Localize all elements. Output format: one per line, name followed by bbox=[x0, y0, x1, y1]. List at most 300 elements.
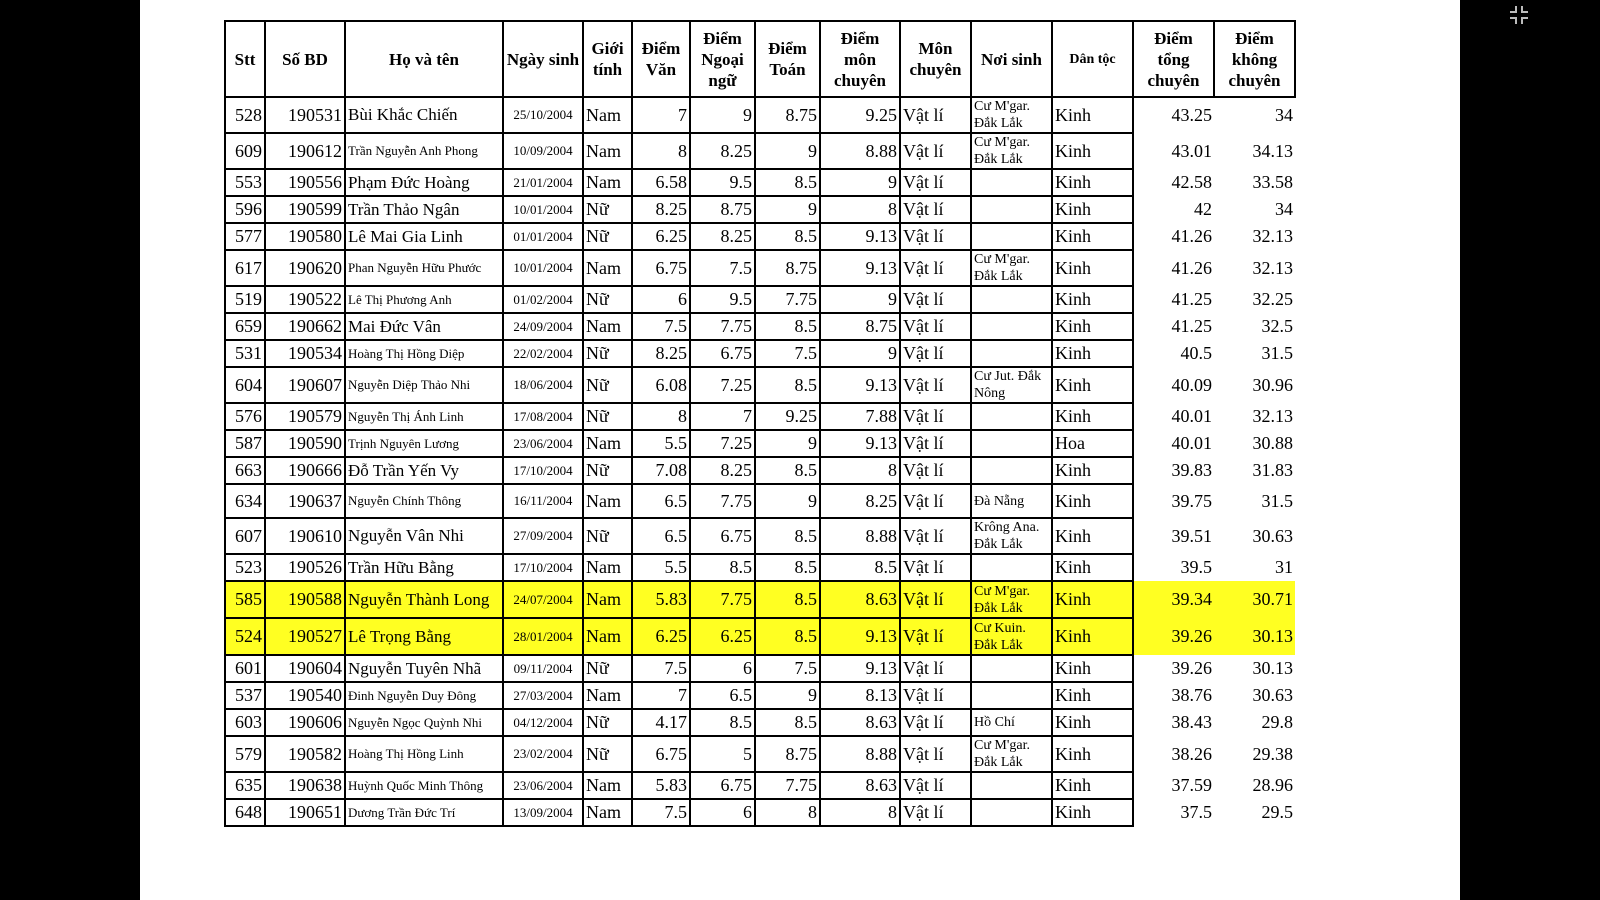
cell-sbd: 190580 bbox=[265, 223, 345, 250]
table-row bbox=[225, 484, 1295, 518]
table-row bbox=[225, 133, 1295, 169]
cell-dantoc: Kinh bbox=[1052, 655, 1133, 682]
cell-tongchuyen: 39.83 bbox=[1133, 457, 1214, 484]
cell-monchuyen-score: 8 bbox=[820, 196, 900, 223]
header-name: Họ và tên bbox=[345, 21, 503, 97]
cell-dantoc: Kinh bbox=[1052, 196, 1133, 223]
cell-khongchuyen: 32.13 bbox=[1252, 406, 1293, 426]
cell-name: Phan Nguyễn Hữu Phước bbox=[345, 250, 503, 286]
cell-noisinh: Cư M'gar. Đắk Lắk bbox=[971, 97, 1052, 133]
table-row bbox=[225, 430, 1295, 457]
cell-gender: Nữ bbox=[583, 736, 632, 772]
cell-monchuyen-score: 9.13 bbox=[820, 223, 900, 250]
cell-dob: 18/06/2004 bbox=[503, 367, 583, 403]
cell-noisinh: Đà Nẵng bbox=[971, 484, 1052, 518]
cell-stt: 635 bbox=[225, 772, 265, 799]
table-row bbox=[225, 581, 1295, 618]
cell-khongchuyen: 34 bbox=[1275, 105, 1293, 125]
cell-monchuyen-score: 9.13 bbox=[820, 250, 900, 286]
table-row bbox=[225, 799, 1295, 826]
cell-toan: 8.5 bbox=[755, 581, 820, 618]
cell-mon: Vật lí bbox=[900, 223, 971, 250]
table-row bbox=[225, 457, 1295, 484]
cell-mon: Vật lí bbox=[900, 554, 971, 581]
cell-noisinh bbox=[971, 403, 1052, 430]
cell-monchuyen-score: 8.63 bbox=[820, 581, 900, 618]
cell-khongchuyen: 30.13 bbox=[1214, 618, 1295, 655]
cell-dob: 01/02/2004 bbox=[503, 286, 583, 313]
cell-stt: 579 bbox=[225, 736, 265, 772]
cell-dantoc: Kinh bbox=[1052, 736, 1133, 772]
cell-toan: 7.5 bbox=[755, 655, 820, 682]
cell-dob: 23/02/2004 bbox=[503, 736, 583, 772]
cell-khongchuyen: 33.58 bbox=[1252, 172, 1293, 192]
cell-khongchuyen: 32.25 bbox=[1252, 289, 1293, 309]
cell-noisinh bbox=[971, 223, 1052, 250]
cell-van: 7.08 bbox=[632, 457, 690, 484]
cell-tongchuyen: 41.26 bbox=[1133, 223, 1214, 250]
cell-noisinh bbox=[971, 430, 1052, 457]
cell-sbd: 190526 bbox=[265, 554, 345, 581]
cell-khongchuyen: 30.63 bbox=[1252, 525, 1293, 546]
cell-tongchuyen: 40.09 bbox=[1133, 367, 1214, 403]
table-row bbox=[225, 169, 1295, 196]
cell-tongchuyen: 40.01 bbox=[1133, 403, 1214, 430]
cell-ngoaingu: 8.25 bbox=[690, 457, 755, 484]
cell-dob: 28/01/2004 bbox=[503, 618, 583, 655]
cell-dob: 04/12/2004 bbox=[503, 709, 583, 736]
header-dantoc: Dân tộc bbox=[1052, 21, 1133, 97]
cell-van: 7 bbox=[632, 97, 690, 133]
cell-sbd: 190651 bbox=[265, 799, 345, 826]
cell-mon: Vật lí bbox=[900, 403, 971, 430]
cell-sbd: 190612 bbox=[265, 133, 345, 169]
document-page bbox=[140, 0, 1460, 900]
cell-name: Dương Trần Đức Trí bbox=[345, 799, 503, 826]
table-row bbox=[225, 340, 1295, 367]
cell-toan: 8 bbox=[755, 799, 820, 826]
cell-gender: Nữ bbox=[583, 286, 632, 313]
cell-ngoaingu: 9 bbox=[690, 97, 755, 133]
cell-dob: 17/10/2004 bbox=[503, 554, 583, 581]
cell-sbd: 190522 bbox=[265, 286, 345, 313]
cell-sbd: 190604 bbox=[265, 655, 345, 682]
cell-monchuyen-score: 8.88 bbox=[820, 133, 900, 169]
cell-dantoc: Kinh bbox=[1052, 581, 1133, 618]
cell-toan: 8.5 bbox=[755, 367, 820, 403]
cell-sbd: 190582 bbox=[265, 736, 345, 772]
cell-tongchuyen: 38.43 bbox=[1133, 709, 1214, 736]
cell-name: Nguyễn Vân Nhi bbox=[345, 518, 503, 554]
cell-noisinh: Cư M'gar. Đắk Lắk bbox=[971, 736, 1052, 772]
cell-monchuyen-score: 9.13 bbox=[820, 430, 900, 457]
cell-tongchuyen: 42.58 bbox=[1133, 169, 1214, 196]
cell-name: Bùi Khắc Chiến bbox=[345, 97, 503, 133]
header-gender: Giới tính bbox=[583, 21, 632, 97]
cell-stt: 537 bbox=[225, 682, 265, 709]
cell-dantoc: Kinh bbox=[1052, 133, 1133, 169]
table-row bbox=[225, 196, 1295, 223]
cell-van: 5.83 bbox=[632, 581, 690, 618]
cell-name: Mai Đức Vân bbox=[345, 313, 503, 340]
header-dob: Ngày sinh bbox=[503, 21, 583, 97]
cell-toan: 8.5 bbox=[755, 518, 820, 554]
cell-stt: 609 bbox=[225, 133, 265, 169]
cell-sbd: 190599 bbox=[265, 196, 345, 223]
cell-stt: 523 bbox=[225, 554, 265, 581]
cell-ngoaingu: 6.5 bbox=[690, 682, 755, 709]
cell-monchuyen-score: 9 bbox=[820, 169, 900, 196]
cell-name: Nguyễn Diệp Thảo Nhi bbox=[345, 367, 503, 403]
collapse-fullscreen-icon[interactable] bbox=[1508, 4, 1530, 26]
cell-sbd: 190579 bbox=[265, 403, 345, 430]
cell-tongchuyen: 39.5 bbox=[1133, 554, 1214, 581]
cell-tongchuyen: 42 bbox=[1133, 196, 1214, 223]
cell-dob: 23/06/2004 bbox=[503, 430, 583, 457]
cell-mon: Vật lí bbox=[900, 430, 971, 457]
header-van: Điểm Văn bbox=[632, 21, 690, 97]
cell-noisinh bbox=[971, 313, 1052, 340]
cell-mon: Vật lí bbox=[900, 655, 971, 682]
cell-mon: Vật lí bbox=[900, 518, 971, 554]
cell-noisinh bbox=[971, 457, 1052, 484]
cell-name: Trần Thảo Ngân bbox=[345, 196, 503, 223]
cell-dob: 01/01/2004 bbox=[503, 223, 583, 250]
cell-tongchuyen: 40.01 bbox=[1133, 430, 1214, 457]
cell-khongchuyen: 30.63 bbox=[1252, 685, 1293, 705]
table-row bbox=[225, 313, 1295, 340]
cell-mon: Vật lí bbox=[900, 581, 971, 618]
cell-mon: Vật lí bbox=[900, 618, 971, 655]
cell-monchuyen-score: 7.88 bbox=[820, 403, 900, 430]
cell-dantoc: Kinh bbox=[1052, 457, 1133, 484]
cell-name: Nguyễn Thị Ánh Linh bbox=[345, 403, 503, 430]
cell-toan: 7.5 bbox=[755, 340, 820, 367]
cell-noisinh: Cư M'gar. Đắk Lắk bbox=[971, 250, 1052, 286]
cell-sbd: 190534 bbox=[265, 340, 345, 367]
cell-mon: Vật lí bbox=[900, 772, 971, 799]
cell-dob: 24/07/2004 bbox=[503, 581, 583, 618]
table-row bbox=[225, 772, 1295, 799]
cell-ngoaingu: 8.75 bbox=[690, 196, 755, 223]
cell-gender: Nữ bbox=[583, 340, 632, 367]
cell-van: 4.17 bbox=[632, 709, 690, 736]
cell-dantoc: Kinh bbox=[1052, 682, 1133, 709]
cell-mon: Vật lí bbox=[900, 196, 971, 223]
cell-sbd: 190662 bbox=[265, 313, 345, 340]
cell-gender: Nam bbox=[583, 618, 632, 655]
cell-ngoaingu: 7.25 bbox=[690, 367, 755, 403]
cell-dob: 24/09/2004 bbox=[503, 313, 583, 340]
cell-khongchuyen: 29.8 bbox=[1261, 712, 1293, 732]
table-row bbox=[225, 618, 1295, 655]
cell-van: 7.5 bbox=[632, 655, 690, 682]
cell-mon: Vật lí bbox=[900, 736, 971, 772]
cell-mon: Vật lí bbox=[900, 169, 971, 196]
collapse-fullscreen-icon-graphic bbox=[1508, 4, 1530, 26]
cell-khongchuyen: 29.38 bbox=[1252, 743, 1293, 764]
cell-gender: Nam bbox=[583, 682, 632, 709]
cell-stt: 617 bbox=[225, 250, 265, 286]
cell-monchuyen-score: 8.63 bbox=[820, 709, 900, 736]
table-row bbox=[225, 682, 1295, 709]
table-row bbox=[225, 286, 1295, 313]
cell-stt: 576 bbox=[225, 403, 265, 430]
cell-sbd: 190588 bbox=[265, 581, 345, 618]
cell-van: 8 bbox=[632, 403, 690, 430]
cell-tongchuyen: 38.26 bbox=[1133, 736, 1214, 772]
cell-sbd: 190531 bbox=[265, 97, 345, 133]
cell-khongchuyen: 30.71 bbox=[1214, 581, 1295, 618]
cell-dantoc: Kinh bbox=[1052, 286, 1133, 313]
cell-monchuyen-score: 8.88 bbox=[820, 736, 900, 772]
cell-van: 8.25 bbox=[632, 196, 690, 223]
cell-stt: 577 bbox=[225, 223, 265, 250]
header-khongchuyen: Điểm không chuyên bbox=[1214, 21, 1295, 97]
cell-mon: Vật lí bbox=[900, 97, 971, 133]
cell-toan: 8.5 bbox=[755, 223, 820, 250]
cell-noisinh: Cư M'gar. Đắk Lắk bbox=[971, 133, 1052, 169]
cell-khongchuyen: 28.96 bbox=[1252, 775, 1293, 795]
cell-monchuyen-score: 8.88 bbox=[820, 518, 900, 554]
cell-stt: 531 bbox=[225, 340, 265, 367]
cell-dob: 27/09/2004 bbox=[503, 518, 583, 554]
cell-stt: 603 bbox=[225, 709, 265, 736]
cell-tongchuyen: 39.51 bbox=[1133, 518, 1214, 554]
cell-tongchuyen: 41.25 bbox=[1133, 313, 1214, 340]
cell-ngoaingu: 8.25 bbox=[690, 133, 755, 169]
cell-tongchuyen: 39.75 bbox=[1133, 484, 1214, 518]
cell-ngoaingu: 6.25 bbox=[690, 618, 755, 655]
cell-noisinh: Krông Ana. Đắk Lắk bbox=[971, 518, 1052, 554]
cell-dantoc: Kinh bbox=[1052, 484, 1133, 518]
cell-toan: 7.75 bbox=[755, 772, 820, 799]
cell-dob: 10/01/2004 bbox=[503, 196, 583, 223]
cell-gender: Nam bbox=[583, 313, 632, 340]
cell-tongchuyen: 41.26 bbox=[1133, 250, 1214, 286]
cell-gender: Nữ bbox=[583, 403, 632, 430]
cell-ngoaingu: 6 bbox=[690, 799, 755, 826]
cell-toan: 8.5 bbox=[755, 618, 820, 655]
cell-van: 6.75 bbox=[632, 736, 690, 772]
cell-dantoc: Kinh bbox=[1052, 518, 1133, 554]
cell-mon: Vật lí bbox=[900, 709, 971, 736]
cell-khongchuyen: 31 bbox=[1275, 557, 1293, 577]
cell-name: Đỗ Trần Yến Vy bbox=[345, 457, 503, 484]
cell-monchuyen-score: 9.13 bbox=[820, 618, 900, 655]
cell-gender: Nam bbox=[583, 799, 632, 826]
cell-sbd: 190590 bbox=[265, 430, 345, 457]
cell-toan: 7.75 bbox=[755, 286, 820, 313]
cell-toan: 9.25 bbox=[755, 403, 820, 430]
cell-van: 8.25 bbox=[632, 340, 690, 367]
cell-toan: 8.75 bbox=[755, 250, 820, 286]
cell-toan: 8.5 bbox=[755, 554, 820, 581]
cell-mon: Vật lí bbox=[900, 250, 971, 286]
cell-van: 5.83 bbox=[632, 772, 690, 799]
cell-van: 7.5 bbox=[632, 313, 690, 340]
cell-khongchuyen: 31.5 bbox=[1261, 343, 1293, 363]
header-ngoaingu: Điểm Ngoại ngữ bbox=[690, 21, 755, 97]
cell-name: Trịnh Nguyên Lương bbox=[345, 430, 503, 457]
cell-monchuyen-score: 8 bbox=[820, 799, 900, 826]
cell-name: Nguyễn Thành Long bbox=[345, 581, 503, 618]
cell-khongchuyen: 31.5 bbox=[1261, 490, 1293, 511]
cell-toan: 9 bbox=[755, 682, 820, 709]
cell-khongchuyen: 31.83 bbox=[1252, 460, 1293, 480]
cell-sbd: 190527 bbox=[265, 618, 345, 655]
header-mon: Môn chuyên bbox=[900, 21, 971, 97]
cell-sbd: 190637 bbox=[265, 484, 345, 518]
cell-gender: Nam bbox=[583, 554, 632, 581]
header-tongchuyen: Điểm tổng chuyên bbox=[1133, 21, 1214, 97]
cell-name: Huỳnh Quốc Minh Thông bbox=[345, 772, 503, 799]
cell-stt: 585 bbox=[225, 581, 265, 618]
cell-noisinh bbox=[971, 340, 1052, 367]
cell-sbd: 190666 bbox=[265, 457, 345, 484]
cell-noisinh bbox=[971, 196, 1052, 223]
table-row bbox=[225, 736, 1295, 772]
cell-toan: 9 bbox=[755, 196, 820, 223]
cell-noisinh bbox=[971, 554, 1052, 581]
cell-noisinh bbox=[971, 772, 1052, 799]
cell-stt: 553 bbox=[225, 169, 265, 196]
cell-dantoc: Hoa bbox=[1052, 430, 1133, 457]
cell-ngoaingu: 8.25 bbox=[690, 223, 755, 250]
cell-stt: 648 bbox=[225, 799, 265, 826]
cell-dantoc: Kinh bbox=[1052, 367, 1133, 403]
cell-tongchuyen: 39.26 bbox=[1133, 655, 1214, 682]
table-row bbox=[225, 97, 1295, 133]
cell-stt: 604 bbox=[225, 367, 265, 403]
cell-khongchuyen: 32.13 bbox=[1252, 257, 1293, 278]
cell-noisinh: Hồ Chí bbox=[971, 709, 1052, 736]
cell-sbd: 190638 bbox=[265, 772, 345, 799]
cell-ngoaingu: 7.5 bbox=[690, 250, 755, 286]
table-body bbox=[225, 97, 1295, 826]
cell-monchuyen-score: 9.25 bbox=[820, 97, 900, 133]
cell-tongchuyen: 43.01 bbox=[1133, 133, 1214, 169]
cell-gender: Nữ bbox=[583, 196, 632, 223]
cell-ngoaingu: 6 bbox=[690, 655, 755, 682]
cell-gender: Nam bbox=[583, 430, 632, 457]
cell-ngoaingu: 7.75 bbox=[690, 484, 755, 518]
cell-khongchuyen: 29.5 bbox=[1261, 802, 1293, 822]
table-row bbox=[225, 554, 1295, 581]
cell-van: 6.5 bbox=[632, 518, 690, 554]
cell-toan: 8.5 bbox=[755, 169, 820, 196]
cell-sbd: 190606 bbox=[265, 709, 345, 736]
cell-khongchuyen: 32.13 bbox=[1252, 226, 1293, 246]
cell-van: 6.25 bbox=[632, 618, 690, 655]
cell-stt: 587 bbox=[225, 430, 265, 457]
cell-noisinh: Cư Jut. Đắk Nông bbox=[971, 367, 1052, 403]
cell-dob: 17/08/2004 bbox=[503, 403, 583, 430]
cell-mon: Vật lí bbox=[900, 313, 971, 340]
cell-gender: Nữ bbox=[583, 367, 632, 403]
cell-name: Lê Mai Gia Linh bbox=[345, 223, 503, 250]
cell-gender: Nam bbox=[583, 97, 632, 133]
cell-stt: 528 bbox=[225, 97, 265, 133]
cell-khongchuyen: 30.96 bbox=[1252, 374, 1293, 395]
cell-gender: Nam bbox=[583, 581, 632, 618]
cell-dantoc: Kinh bbox=[1052, 97, 1133, 133]
cell-stt: 663 bbox=[225, 457, 265, 484]
cell-toan: 8.5 bbox=[755, 709, 820, 736]
cell-dob: 16/11/2004 bbox=[503, 484, 583, 518]
cell-dob: 10/01/2004 bbox=[503, 250, 583, 286]
cell-gender: Nữ bbox=[583, 223, 632, 250]
header-sbd: Số BD bbox=[265, 21, 345, 97]
table-row bbox=[225, 367, 1295, 403]
cell-gender: Nam bbox=[583, 772, 632, 799]
cell-toan: 8.75 bbox=[755, 97, 820, 133]
cell-gender: Nữ bbox=[583, 709, 632, 736]
cell-tongchuyen: 37.5 bbox=[1133, 799, 1214, 826]
cell-dob: 13/09/2004 bbox=[503, 799, 583, 826]
cell-name: Lê Thị Phương Anh bbox=[345, 286, 503, 313]
cell-van: 6.25 bbox=[632, 223, 690, 250]
cell-ngoaingu: 6.75 bbox=[690, 518, 755, 554]
cell-ngoaingu: 6.75 bbox=[690, 340, 755, 367]
cell-tongchuyen: 40.5 bbox=[1133, 340, 1214, 367]
cell-dob: 10/09/2004 bbox=[503, 133, 583, 169]
cell-mon: Vật lí bbox=[900, 799, 971, 826]
cell-dantoc: Kinh bbox=[1052, 799, 1133, 826]
table-row bbox=[225, 518, 1295, 554]
cell-mon: Vật lí bbox=[900, 682, 971, 709]
cell-mon: Vật lí bbox=[900, 286, 971, 313]
cell-name: Đinh Nguyễn Duy Đông bbox=[345, 682, 503, 709]
cell-ngoaingu: 9.5 bbox=[690, 169, 755, 196]
table-row bbox=[225, 709, 1295, 736]
cell-gender: Nam bbox=[583, 484, 632, 518]
cell-ngoaingu: 8.5 bbox=[690, 709, 755, 736]
table-row bbox=[225, 250, 1295, 286]
cell-dantoc: Kinh bbox=[1052, 403, 1133, 430]
cell-van: 6.58 bbox=[632, 169, 690, 196]
cell-khongchuyen: 34 bbox=[1275, 199, 1293, 219]
cell-ngoaingu: 5 bbox=[690, 736, 755, 772]
header-monchuyen-score: Điểm môn chuyên bbox=[820, 21, 900, 97]
cell-name: Nguyễn Chính Thông bbox=[345, 484, 503, 518]
header-noisinh: Nơi sinh bbox=[971, 21, 1052, 97]
cell-monchuyen-score: 9.13 bbox=[820, 655, 900, 682]
cell-ngoaingu: 7 bbox=[690, 403, 755, 430]
cell-noisinh bbox=[971, 799, 1052, 826]
cell-name: Nguyễn Ngọc Quỳnh Nhi bbox=[345, 709, 503, 736]
cell-name: Nguyễn Tuyên Nhã bbox=[345, 655, 503, 682]
cell-mon: Vật lí bbox=[900, 340, 971, 367]
cell-khongchuyen: 34.13 bbox=[1252, 140, 1293, 161]
cell-monchuyen-score: 9.13 bbox=[820, 367, 900, 403]
cell-van: 6.08 bbox=[632, 367, 690, 403]
cell-sbd: 190607 bbox=[265, 367, 345, 403]
table-row bbox=[225, 655, 1295, 682]
cell-noisinh bbox=[971, 169, 1052, 196]
cell-tongchuyen: 41.25 bbox=[1133, 286, 1214, 313]
header-toan: Điểm Toán bbox=[755, 21, 820, 97]
cell-stt: 607 bbox=[225, 518, 265, 554]
cell-mon: Vật lí bbox=[900, 133, 971, 169]
cell-dantoc: Kinh bbox=[1052, 250, 1133, 286]
cell-dob: 17/10/2004 bbox=[503, 457, 583, 484]
cell-dantoc: Kinh bbox=[1052, 223, 1133, 250]
cell-gender: Nam bbox=[583, 133, 632, 169]
cell-monchuyen-score: 8 bbox=[820, 457, 900, 484]
table-header-row bbox=[225, 21, 1295, 97]
cell-stt: 601 bbox=[225, 655, 265, 682]
